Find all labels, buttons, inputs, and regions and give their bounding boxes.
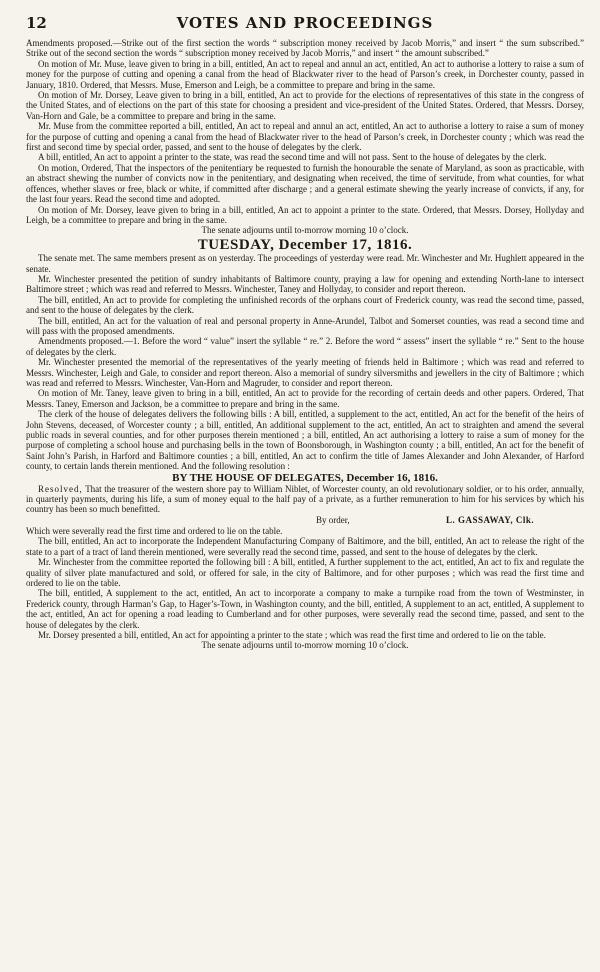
section-1 bbox=[26, 38, 584, 236]
paragraph: Amendments proposed.—1. Before the word “ value” insert the syllable “ re.” 2. Before the word “ assess” insert the syllable “ re.” Sent to the house of delegates by the clerk. bbox=[26, 336, 584, 357]
paragraph: Amendments proposed.—Strike out of the first section the words “ subscription money received by Jacob Morris,” and insert “ the sum subscribed.” Strike out of the second section the words “ subscription money received by Jacob Morris,” and insert “ the amount subscribed.” bbox=[26, 38, 584, 59]
paragraph: The senate met. The same members present as on yesterday. The proceedings of yesterday were read. Mr. Winchester and Mr. Hughlett appeared in the senate. bbox=[26, 253, 584, 274]
paragraph: On motion, Ordered, That the inspectors of the penitentiary be requested to furnish the honourable the senate of Maryland, as soon as practicable, with an abstract shewing the number of convicts now in the penitentiary, and designating when received, the time of servitude, from what counties, for what offences, whether slaves or free, black or white, if committed after discharge ; and a general estimate shewing the yearly increase of convicts, if any, for the last four years. Read the second time and adopted. bbox=[26, 162, 584, 205]
paragraph: On motion of Mr. Taney, leave given to bring in a bill, entitled, An act to provide for the recording of certain deeds and other papers. Ordered, That Messrs. Taney, Emerson and Jackson, be a committee to prepare and bring in the same. bbox=[26, 388, 584, 409]
clerk-signature: L. GASSAWAY, Clk. bbox=[446, 514, 535, 525]
signature-line bbox=[26, 515, 584, 526]
paragraph: On motion of Mr. Dorsey, Leave given to bring in a bill, entitled, An act to provide for the elections of representatives of this state in the congress of the United States, and of elections on the part of this state for choosing a president and vice-president of the United States. Ordered, that Messrs. Dorsey, Van-Horn and Gale, be a committee to prepare and bring in the same. bbox=[26, 90, 584, 121]
paragraph: The bill, entitled, A supplement to the act, entitled, An act to incorporate a company to make a turnpike road from the town of Westminster, in Frederick county, through Harman’s Gap, to Hager’s-Town, in Washington county, and the bill, entitled, A supplement to an act, entitled, A supplement to the act, entitled, An act for opening a road leading to Cumberland and for other purposes, were severally read the second time, passed, and sent to the house of delegates by the clerk. bbox=[26, 588, 584, 630]
adjournment-line: The senate adjourns until to-morrow morning 10 o’clock. bbox=[201, 225, 409, 236]
resolution-text bbox=[26, 484, 584, 515]
paragraph: On motion of Mr. Dorsey, leave given to bring in a bill, entitled, An act to appoint a printer to the state. Ordered, that Messrs. Dorsey, Hollyday and Leigh, be a committee to prepare and bring in the same. bbox=[26, 204, 584, 225]
date-heading: TUESDAY, December 17, 1816. bbox=[197, 236, 413, 253]
section-2 bbox=[26, 253, 584, 472]
paragraph: Mr. Winchester presented the petition of sundry inhabitants of Baltimore county, praying a law for opening and extending North-lane to intersect Baltimore street ; which was read and referred to Messrs. Winchester, Taney and Hollyday, to consider and report thereon. bbox=[26, 273, 584, 295]
running-head bbox=[26, 12, 584, 38]
adjournment-line: The senate adjourns until to-morrow morning 10 o’clock. bbox=[201, 640, 409, 651]
resolution-heading: BY THE HOUSE OF DELEGATES, December 16, 1816. bbox=[172, 471, 438, 484]
resolved-label: Resolved, bbox=[38, 483, 83, 494]
paragraph: The bill, entitled, An act to provide for completing the unfinished records of the orphans court of Frederick county, was read the second time, passed, and sent to the house of delegates by the clerk. bbox=[26, 294, 584, 316]
paragraph: On motion of Mr. Muse, leave given to bring in a bill, entitled, An act to repeal and annul an act, entitled, An act to authorise a lottery to raise a sum of money for the purpose of cutting and opening a canal from the head of Blackwater river to the head of Parson’s creek, in Dorchester county, passed in January, 1810. Ordered, that Messrs. Muse, Emerson and Leigh, be a committee to prepare and bring in the same. bbox=[26, 58, 584, 90]
paragraph: Mr. Winchester presented the memorial of the representatives of the yearly meeting of friends held in Baltimore ; which was read and referred to Messrs. Winchester, Leigh and Gale, to consider and report thereon. Also a memorial of sundry silversmiths and jewellers in the city of Baltimore ; which was read and referred to Messrs. Winchester, Van-Horn and Magruder, to consider and report thereon. bbox=[26, 357, 584, 388]
resolution bbox=[26, 472, 584, 526]
document-body bbox=[26, 38, 584, 651]
paragraph: Mr. Winchester from the committee reported the following bill : A bill, entitled, A further supplement to the act, entitled, An act to fix and regulate the quality of silver plate manufactured and sold, or offered for sale, in the city of Baltimore, and for other purposes ; which was read the first time and ordered to lie on the table. bbox=[26, 557, 584, 588]
paragraph: The bill, entitled, An act for the valuation of real and personal property in Anne-Arundel, Talbot and Somerset counties, was read a second time and will pass with the proposed amendments. bbox=[26, 315, 584, 336]
paragraph: The clerk of the house of delegates delivers the following bills : A bill, entitled, a supplement to the act, entitled, An act for the benefit of the heirs of John Stevens, deceased, of Worcester county ; a bill, entitled, An additional supplement to the act, entitled, An act to straighten and amend the several public roads in several counties, and for other purposes therein mentioned ; a bill, entitled, An act authorising a lottery to raise a sum of money for the purpose of completing a school house and purchasing bells in the town of Boonsborough, in Washington county ; a bill, entitled, An act for the benefit of Saint John’s Parish, in Harford and Baltimore counties ; a bill, entitled, An act to confirm the title of James Alexander and John Alexander, of Harford county, to certain lands therein mentioned. And the following resolution : bbox=[26, 409, 584, 472]
paragraph: A bill, entitled, An act to appoint a printer to the state, was read the second time and will not pass. Sent to the house of delegates by the clerk. bbox=[38, 152, 547, 163]
resolution-body: That the treasurer of the western shore pay to William Niblet, of Worcester county, an old revolutionary soldier, or to his order, annually, in quarterly payments, during his life, a sum of money equal to the half pay of a private, as a further remuneration to him for his services by which his country has been so much benefitted. bbox=[26, 483, 584, 515]
section-3 bbox=[26, 526, 584, 651]
by-order: By order, bbox=[316, 514, 350, 525]
running-title: VOTES AND PROCEEDINGS bbox=[176, 14, 434, 32]
paragraph: Mr. Muse from the committee reported a bill, entitled, An act to repeal and annul an act, entitled, An act to authorise a lottery to raise a sum of money for the purpose of cutting and opening a canal from the head of Blackwater river to the head of Parson’s creek, in Dorchester county ; which was read the first and second time by special order, passed, and sent to the house of delegates by the clerk. bbox=[26, 121, 584, 153]
paragraph: Mr. Dorsey presented a bill, entitled, An act for appointing a printer to the state ; which was read the first time and ordered to lie on the table. bbox=[38, 629, 546, 640]
paragraph: The bill, entitled, An act to incorporate the Independent Manufacturing Company of Baltimore, and the bill, entitled, An act to release the right of the state to a part of a tract of land therein mentioned, were severally read the second time, passed, and sent to the house of delegates by the clerk. bbox=[26, 536, 584, 557]
paragraph: Which were severally read the first time and ordered to lie on the table. bbox=[26, 525, 283, 536]
page-number: 12 bbox=[26, 14, 47, 32]
